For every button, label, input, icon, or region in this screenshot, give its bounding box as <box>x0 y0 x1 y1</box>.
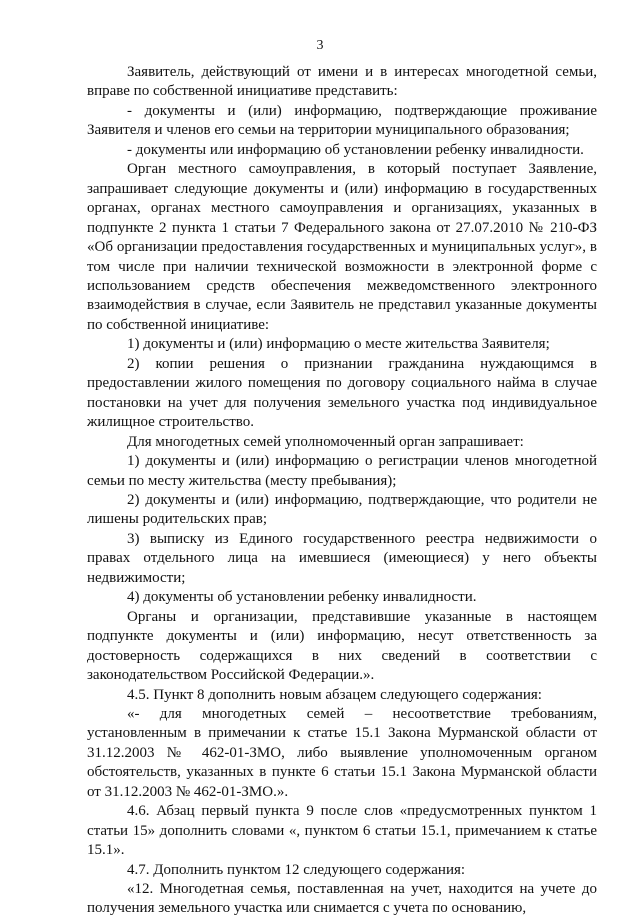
paragraph-12: Органы и организации, представившие указанные в настоящем подпункте документы и (или) информацию, несут ответственность за достоверность содержащихся в них сведений в соответствии с законодательством Российской Федерации.». <box>87 608 597 684</box>
paragraph-8: 1) документы и (или) информацию о регистрации членов многодетной семьи по месту жительства (месту пребывания); <box>87 453 597 489</box>
paragraph-7: Для многодетных семей уполномоченный орган запрашивает: <box>127 433 524 450</box>
paragraph-13: 4.5. Пункт 8 дополнить новым абзацем следующего содержания: <box>127 686 542 703</box>
paragraph-11: 4) документы об установлении ребенку инвалидности. <box>127 589 477 606</box>
paragraph-16: 4.7. Дополнить пунктом 12 следующего содержания: <box>127 861 466 878</box>
paragraph-2: - документы и (или) информацию, подтверждающие проживание Заявителя и членов его семьи на территории муниципального образования; <box>87 102 597 139</box>
paragraph-9: 2) документы и (или) информацию, подтверждающие, что родители не лишены родительских прав; <box>87 491 597 528</box>
document-body <box>87 63 597 919</box>
page-number: 3 <box>316 38 324 53</box>
paragraph-5: 1) документы и (или) информацию о месте жительства Заявителя; <box>127 336 550 353</box>
paragraph-10: 3) выписку из Единого государственного реестра недвижимости о правах отдельного лица на имевшиеся (имеющиеся) у него объекты недвижимости; <box>87 530 597 586</box>
paragraph-14: «- для многодетных семей – несоответствие требованиям, установленным в примечании к статье 15.1 Закона Мурманской области от 31.12.2003 № 462-01-ЗМО, либо выявление уполномоченным органом обстоятельств, указанных в пункте 6 статьи 15.1 Закона Мурманской области от 31.12.2003 № 462-01-ЗМО.». <box>87 705 597 800</box>
paragraph-1: Заявитель, действующий от имени и в интересах многодетной семьи, вправе по собственной инициативе представить: <box>87 64 597 100</box>
paragraph-3: - документы или информацию об установлении ребенку инвалидности. <box>127 141 584 158</box>
paragraph-17: «12. Многодетная семья, поставленная на учет, находится на учете до получения земельного участка или снимается с учета по основанию, <box>87 881 597 917</box>
paragraph-6: 2) копии решения о признании гражданина нуждающимся в предоставлении жилого помещения по договору социального найма в случае постановки на учет для получения земельного участка под индивидуальное жилищное строительство. <box>87 355 597 431</box>
paragraph-15: 4.6. Абзац первый пункта 9 после слов «предусмотренных пунктом 1 статьи 15» дополнить словами «, пунктом 6 статьи 15.1, примечанием к статье 15.1». <box>87 803 597 859</box>
paragraph-4: Орган местного самоуправления, в который поступает Заявление, запрашивает следующие документы и (или) информацию в государственных органах, органах местного самоуправления и организациях, указанных в подпункте 2 пункта 1 статьи 7 Федерального закона от 27.07.2010 № 210-ФЗ «Об организации предоставления государственных и муниципальных услуг», в том числе при наличии технической возможности в электронной форме с использованием средств обеспечения межведомственного электронного взаимодействия в случае, если Заявитель не представил указанные документы по собственной инициативе: <box>87 161 597 333</box>
